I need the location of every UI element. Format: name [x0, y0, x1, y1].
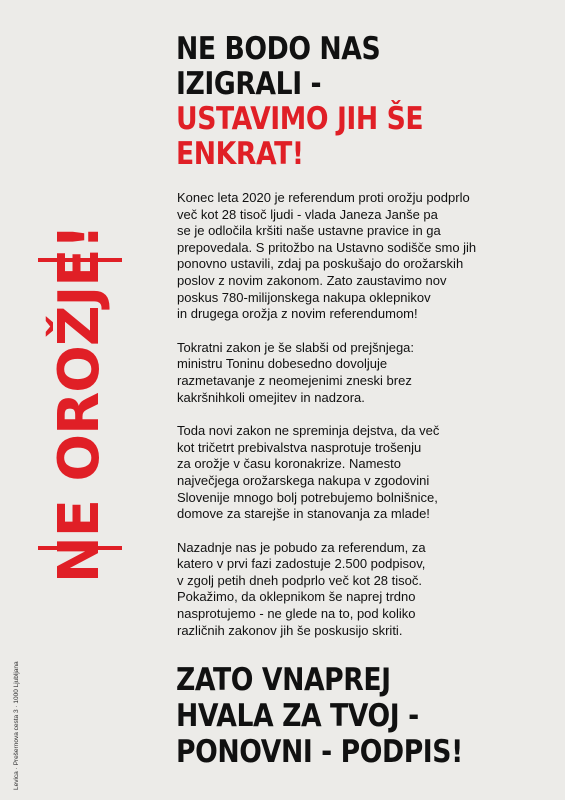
- headline: [176, 32, 423, 172]
- headline-line-3: USTAVIMO JIH ŠE: [176, 101, 424, 137]
- closing-line-2: HVALA ZA TVOJ -: [176, 698, 419, 734]
- headline-line-1: NE BODO NAS: [176, 31, 381, 67]
- closing-line-3: PONOVNI - PODPIS!: [176, 734, 463, 770]
- side-stamp-text: NE OROŽJE!: [47, 224, 112, 584]
- side-stamp-frame: [38, 224, 122, 584]
- headline-line-2: IZIGRALI -: [176, 66, 322, 102]
- paragraph-2: Tokratni zakon je še slabši od prejšnjega: ministru Toninu dobesedno dovoljuje razmetavanje z neomejenimi zneski brez kakršnihkoli omejitev in nadzora.: [177, 339, 415, 405]
- paragraph-3: Toda novi zakon ne spreminja dejstva, da več kot tričetrt prebivalstva nasprotuje trošenju za orožje v času koronakrize. Namesto največjega orožarskega nakupa v zgodovini Slovenije mnogo bolj potrebujemo bolnišnice, domove za starejše in stanovanja za mlade!: [177, 423, 440, 522]
- closing-call: [176, 662, 463, 770]
- body-text: [177, 190, 522, 656]
- closing-line-1: ZATO VNAPREJ: [176, 662, 391, 698]
- paragraph-1: Konec leta 2020 je referendum proti orožju podprlo več kot 28 tisoč ljudi - vlada Janeza Janše pa se je odločila kršiti naše ustavne pravice in ga prepovedala. S pritožbo na Ustavno sodišče smo jih ponovno ustavili, zdaj pa poskušajo do orožarskih poslov z novim zakonom. Zato zaustavimo nov poskus 780-milijonskega nakupa oklepnikov in drugega orožja z novim referendumom!: [177, 190, 477, 322]
- headline-line-4: ENKRAT!: [176, 136, 304, 172]
- paragraph-4: Nazadnje nas je pobudo za referendum, za katero v prvi fazi zadostuje 2.500 podpisov, v zgolj petih dneh podprlo več kot 28 tisoč. Pokažimo, da oklepnikom še naprej trdno nasprotujemo - ne glede na to, pod koliko različnih zakonov jih še poskusijo skriti.: [177, 539, 426, 638]
- publisher-address: Levica · Prešernova cesta 3 · 1000 Ljubljana: [13, 661, 20, 790]
